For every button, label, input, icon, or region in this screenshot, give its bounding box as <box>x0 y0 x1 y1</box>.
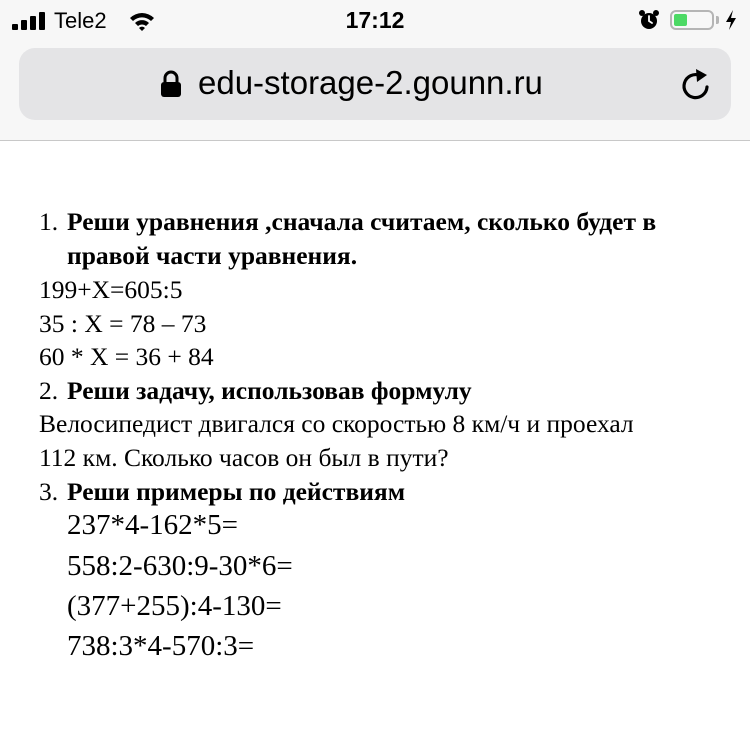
battery-cap <box>716 16 719 24</box>
task-2-title: Реши задачу, использовав формулу <box>67 376 472 405</box>
url-text[interactable]: edu-storage-2.gounn.ru <box>198 64 543 101</box>
equation-line: 35 : X = 78 – 73 <box>39 309 207 338</box>
example-line: 237*4-162*5= <box>67 509 239 541</box>
equation-line: 60 * X = 36 + 84 <box>39 342 214 371</box>
example-line: 558:2-630:9-30*6= <box>67 550 293 582</box>
document-content <box>0 141 750 730</box>
task-2-number: 2. <box>39 376 59 405</box>
equation-line: 199+X=605:5 <box>39 275 183 304</box>
status-bar <box>0 0 750 42</box>
battery-icon <box>670 10 714 30</box>
carrier-name: Tele2 <box>54 8 107 33</box>
task-3-title: Реши примеры по действиям <box>67 477 406 506</box>
charging-bolt-icon <box>724 9 738 31</box>
reload-icon[interactable] <box>678 66 714 104</box>
task-3-number: 3. <box>39 477 59 506</box>
example-line: 738:3*4-570:3= <box>67 630 255 662</box>
battery-level-fill <box>674 14 687 26</box>
status-time: 17:12 <box>345 7 405 33</box>
task-1-title: Реши уравнения ,сначала считаем, сколько будет в <box>67 207 657 236</box>
example-line: (377+255):4-130= <box>67 590 282 622</box>
browser-chrome <box>0 0 750 141</box>
task-1-title-continued: правой части уравнения. <box>67 241 358 270</box>
alarm-clock-icon <box>638 9 660 31</box>
lock-icon <box>160 70 182 98</box>
task-1-number: 1. <box>39 207 59 236</box>
task-2-text: Велосипедист двигался со скоростью 8 км/ч и проехал <box>39 409 634 438</box>
task-2-text-continued: 112 км. Сколько часов он был в пути? <box>39 443 449 472</box>
